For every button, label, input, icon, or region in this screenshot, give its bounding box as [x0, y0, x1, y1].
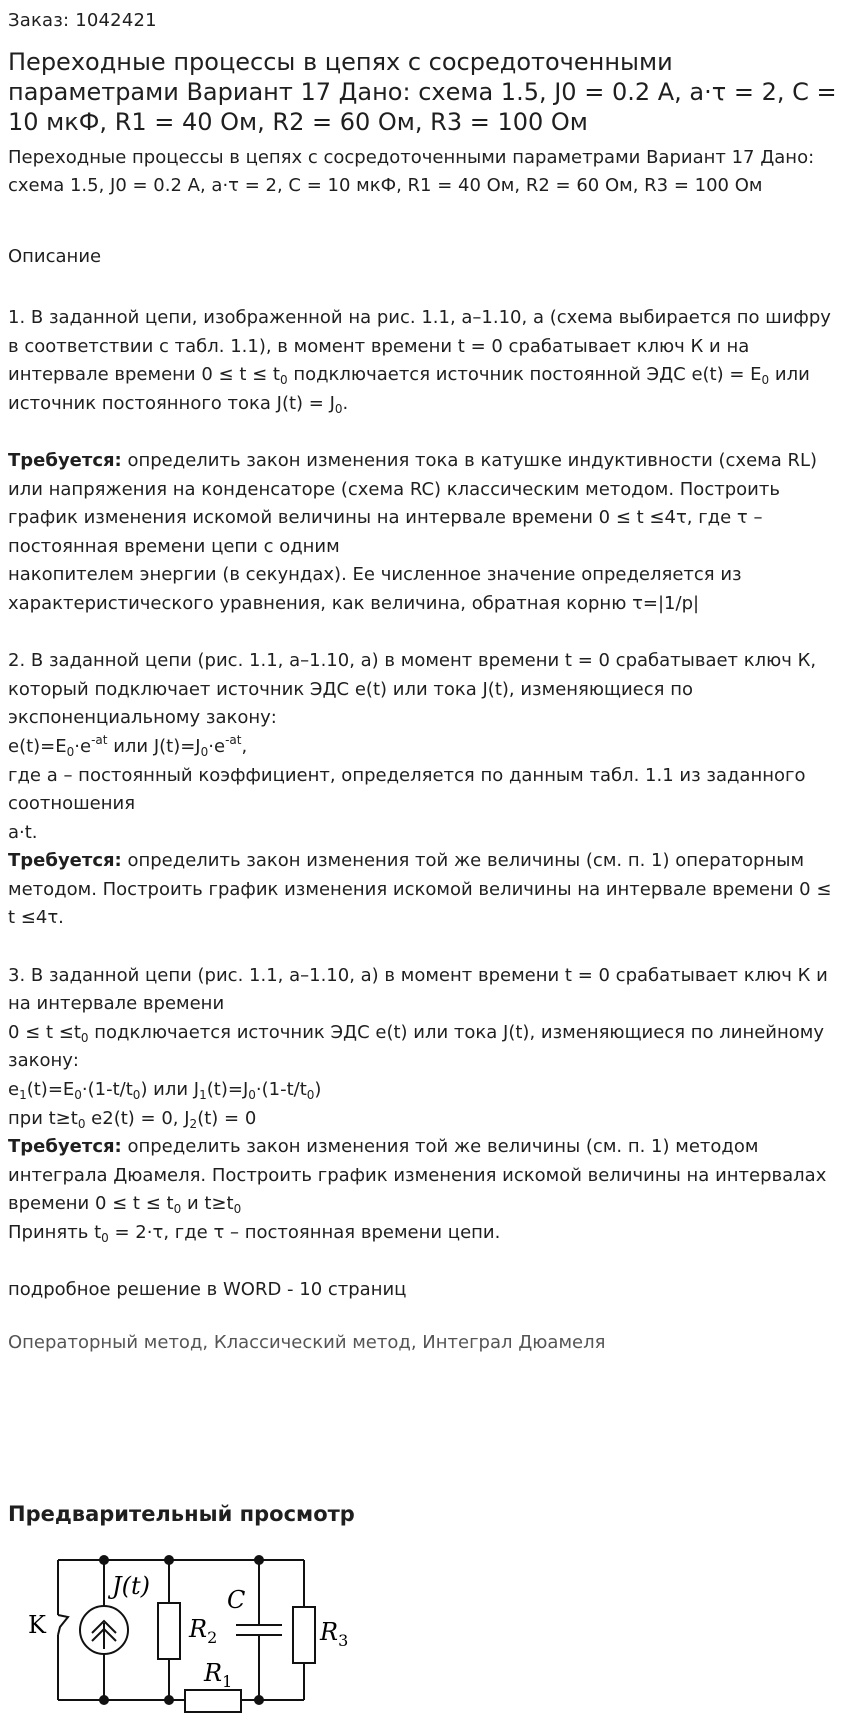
subtitle: Переходные процессы в цепях с сосредоточенными параметрами Вариант 17 Дано: схема 1.5, J0 = 0.2 А, a·τ = 2, C = 10 мкФ, R1 = 40 Ом, R2 = 60 Ом, R3 = 100 Ом [8, 147, 815, 196]
source-label: J(t) [112, 1572, 150, 1600]
task2-formula: $e(t)=E_0\cdot e^{-at}$ или $J(t)=J_0\cdot e^{-at}$, [8, 732, 248, 759]
task2-coef-text: где a – постоянный коэффициент, определяется по данным табл. 1.1 из заданного соотношения [8, 764, 806, 815]
task3-interval: $0 \le t \le t_0$ подключается источник ЭДС e(t) или тока J(t), изменяющиеся по линейному закону: [8, 1021, 825, 1072]
r3-label: $R_3$ [320, 1618, 349, 1650]
task3-formula: $e_1(t)=E_0\cdot(1-t/t_0)$ или $J_1(t)=J_0\cdot(1-t/t_0)$ [8, 1079, 322, 1103]
r3-resistor-icon [293, 1607, 315, 1663]
task1-requirement-cont: накопителем энергии (в секундах). Ее численное значение определяется из характеристического уравнения, как величина, обратная корню τ=|1/p| [8, 564, 742, 614]
r2-resistor-icon [158, 1603, 180, 1659]
page-title: Переходные процессы в цепях с сосредоточенными параметрами Вариант 17 Дано: схема 1.5, J0 = 0.2 А, a·τ = 2, C = 10 мкФ, R1 = 40 Ом, R2 = 60 Ом, R3 = 100 Ом [8, 48, 837, 136]
preview-heading: Предварительный просмотр [8, 1502, 355, 1526]
task2-ratio: a·t. [8, 821, 38, 843]
r2-label: $R_2$ [189, 1615, 218, 1647]
solution-note: подробное решение в WORD - 10 страниц [8, 1279, 407, 1301]
task2-paragraph: 2. В заданной цепи (рис. 1.1, а–1.10, а) в момент времени t = 0 срабатывает ключ К, который подключает источник ЭДС e(t) или тока J(t), изменяющиеся по экспоненциальному закону: [8, 650, 817, 729]
task1-paragraph: 1. В заданной цепи, изображенной на рис. 1.1, а–1.10, а (схема выбирается по шифру в соответствии с табл. 1.1), в момент времени t = 0 срабатывает ключ К и на интервале времени $0 \le t \le t_0$ подключается источник постоянной ЭДС $e(t) = E_0$ или источник постоянного тока $J(t) = J_0$. [8, 307, 831, 416]
task3-paragraph: 3. В заданной цепи (рис. 1.1, а–1.10, а) в момент времени t = 0 срабатывает ключ К и на интервале времени [8, 964, 828, 1015]
key-label: K [28, 1611, 46, 1639]
description-heading: Описание [8, 246, 102, 267]
description-body [8, 304, 840, 1305]
r1-label: $R_1$ [204, 1659, 233, 1691]
order-number: Заказ: 1042421 [8, 10, 157, 31]
task2-requirement: Требуется: определить закон изменения той же величины (см. п. 1) операторным методом. Построить график изменения искомой величины на интервале времени 0 ≤ t ≤4τ. [8, 850, 832, 929]
task3-accept: Принять $t_0 = 2\cdot\tau$, где τ – постоянная времени цепи. [8, 1222, 501, 1245]
c-label: C [227, 1586, 246, 1614]
circuit-diagram [24, 1545, 364, 1720]
task3-requirement: Требуется: определить закон изменения той же величины (см. п. 1) методом интеграла Дюамеля. Построить график изменения искомой величины на интервалах времени $0 \le t \le t_0$ и $t\ge t_0$ [8, 1136, 827, 1217]
task3-condition: при $t\ge t_0$ e2(t) = 0, $J_2(t) = 0$ [8, 1107, 257, 1131]
r1-resistor-icon [185, 1690, 241, 1712]
task1-requirement: Требуется: определить закон изменения тока в катушке индуктивности (схема RL) или напряжения на конденсаторе (схема RC) классическим методом. Построить график изменения искомой величины на интервале времени 0 ≤ t ≤4τ, где τ – постоянная времени цепи с одним [8, 449, 818, 557]
tags-links[interactable]: Операторный метод, Классический метод, Интеграл Дюамеля [8, 1332, 606, 1353]
